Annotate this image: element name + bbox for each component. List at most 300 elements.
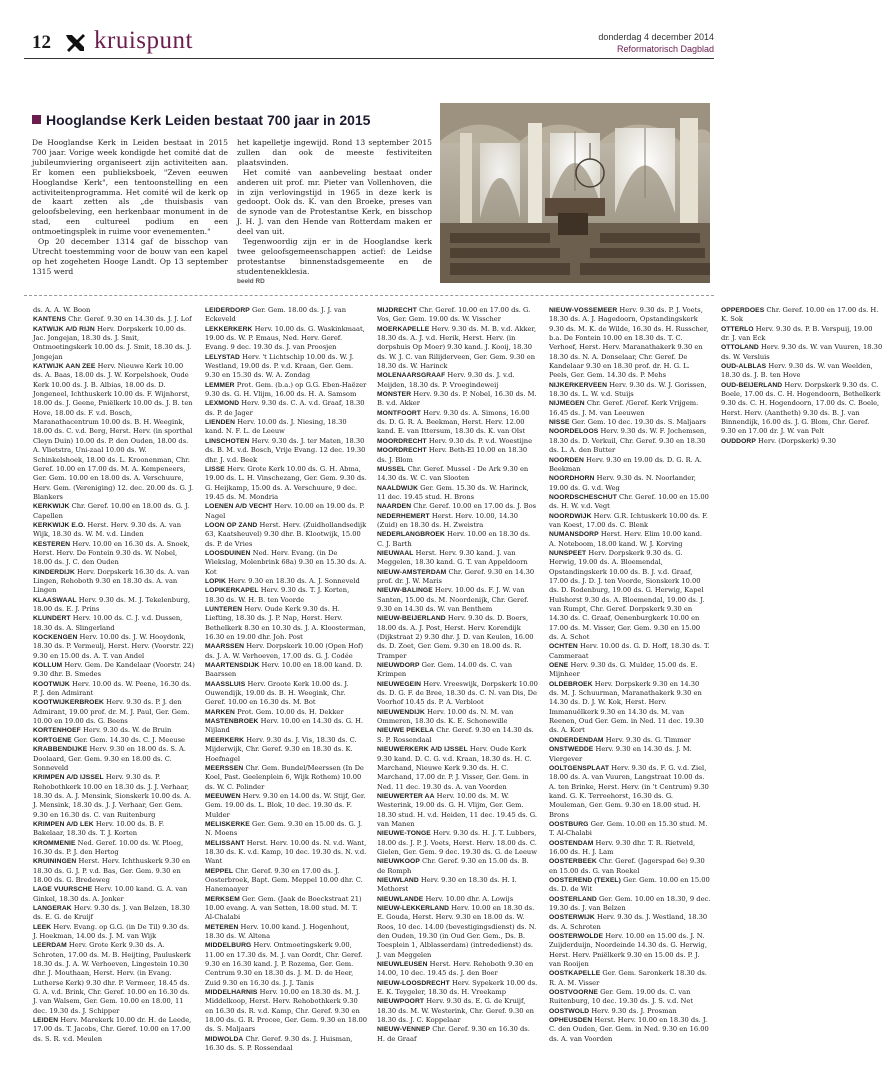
listing-details: Herv. 9.30 ds. W. de Bruin: [82, 726, 172, 735]
listing-details: Herv. Dorpskerk 9.30 ds. C. Boele, 17.00 ds. C. H. Hogendoorn, Bethelkerk 9.30 ds. C. H. Hogendoorn, 17.00 ds. C. Boele, Herst. Herv. (Aantheth) 9.30 ds. B. J. van Binnendijk, 16.00 ds. J. G. Blom, Chr. Geref. 9.30 en 17.00 dr. J. W. van Pelt: [721, 380, 881, 436]
listing-place: MIDDELHARNIS: [205, 989, 258, 997]
listing-entry: [549, 549, 711, 642]
listing-entry: [721, 362, 883, 381]
listing-place: NOORDELOOS: [549, 428, 599, 436]
listing-details: Herv. 9.30 ds. H. J. T. Lubbers, 18.00 ds. J. P. J. Voets, Herst. Herv. 18.00 ds. C. Gielen, Ger. Gem. 9 dec. 19.30 ds. G. de Leeuw: [377, 829, 537, 856]
listing-details: ds. A. A. W. Boon: [33, 306, 91, 314]
listing-place: MELISKERKE: [205, 820, 250, 828]
listing-details: Herv. 9.30 ds. J. Westland, 18.30 ds. A. Schroten: [549, 913, 708, 931]
listing-entry: [377, 895, 539, 904]
listing-place: NIEUWKOOP: [377, 858, 420, 866]
listing-place: LOOSDUINEN: [205, 549, 251, 557]
listing-entry: [721, 325, 883, 344]
listing-entry: [549, 642, 711, 661]
listing-details: Herv. Marekerk 10.00 dr. H. de Leede, 17.00 ds. T. Jacobs, Chr. Geref. 10.00 en 17.00 ds. S. R. v.d. Meulen: [33, 1016, 192, 1043]
listing-place: NAALDWIJK: [377, 484, 419, 492]
listing-place: LELYSTAD: [205, 353, 240, 361]
listing-details: Herv. 9.30 ds. W. J. Gorissen, 18.30 ds. L. W. v.d. Stuijs: [549, 380, 707, 399]
listing-entry: [205, 839, 367, 867]
listing-entry: [205, 502, 367, 521]
listing-place: KOOTWIJK: [33, 680, 70, 688]
listing-place: OTTOLAND: [721, 344, 759, 352]
listing-entry: [33, 941, 195, 1016]
listing-entry: [377, 530, 539, 549]
listing-details: Chr. Gem. Bundel/Meerssen (In De Koel, Past. Geelenplein 6, Wijk Rothem) 10.00 ds. W. C. Polinder: [205, 763, 364, 791]
listing-entry: [377, 726, 539, 745]
listing-entry: [721, 437, 883, 446]
listing-place: KRIMPEN A/D IJSSEL: [33, 774, 104, 782]
listing-place: OUD-ALBLAS: [721, 363, 767, 371]
listing-place: MEPPEL: [205, 867, 234, 875]
listing-details: Chr. Geref. 9.30 en 14.30 ds. J. J. Lof: [68, 315, 192, 324]
listing-details: Herv. 10.00 ds. F. J. W. van Santen, 15.00 ds. M. Noordenijk, Chr. Geref. 9.30 en 14.30 ds. W. van Benthem: [377, 586, 529, 613]
listing-entry: [721, 343, 883, 362]
listing-entry: [549, 399, 711, 418]
listing-place: OCHTEN: [549, 643, 578, 651]
listing-details: Herv. Grote Kerk 10.00 ds. G. H. Abma, 19.00 ds. L. H. Vinschezang, Ger. Gem. 9.30 ds. G. Heijkamp, 15.00 ds. A. Verschuure, 9 dec. 19.45 ds. M. Mondria: [205, 464, 367, 501]
listing-entry: [377, 502, 539, 511]
listing-place: NUMANSDORP: [549, 531, 599, 539]
listing-place: MIJDRECHT: [377, 307, 417, 314]
listing-place: OUDDORP: [721, 437, 756, 445]
listing-details: Herv. 10.00 dhr. A. Lowijs: [425, 894, 514, 903]
church-service-listings: [33, 306, 883, 1058]
listing-place: MEERKERK: [205, 736, 245, 744]
listing-details: Herv. Oude Kerk 9.30 ds. H. Liefting, 18.30 ds. J. P. Nap, Herst. Herv. Bethelkerk 8.30 en 10.30 ds. J. A. Kloosterman, 16.30 en 19.00 dhr. Joh. Post: [205, 605, 366, 642]
listing-entry: [377, 792, 539, 829]
listing-details: Herst. Herv. Ichthuskerk 9.30 en 18.30 ds. G. J. P. v.d. Bas, Ger. Gem. 9.30 en 18.00 ds. G. Bredeweg: [33, 857, 191, 884]
listing-place: NIEUWPOORT: [377, 998, 425, 1006]
listing-entry: [205, 661, 367, 680]
listing-entry: [205, 717, 367, 736]
listing-entry: [377, 446, 539, 465]
listing-details: Ger. Gem. 9.30 en 15.00 ds. G. J. N. Moens: [205, 819, 363, 838]
listing-details: Chr. Geref. 9.30 en 17.00 ds. J. Oosterbroek, Bapt. Gem. Meppel 10.00 dhr. C. Hanemaayer: [205, 866, 363, 894]
listing-place: OENE: [549, 662, 569, 670]
listing-place: MAASSLUIS: [205, 680, 246, 688]
listing-details: Chr. Geref. /Geref. Kerk Vrijgem. 16.45 ds. J. M. van Leeuwen: [549, 399, 699, 417]
listing-place: NIEUW-VOSSEMEER: [549, 307, 618, 314]
listing-entry: [377, 465, 539, 484]
listing-details: Chr. Geref. Mussel - De Ark 9.30 en 14.30 ds. W. C. van Slooten: [377, 464, 529, 483]
listing-place: LIENDEN: [205, 419, 236, 427]
listing-place: KORTENHOEF: [33, 727, 81, 735]
listing-place: NIEUWLAND: [377, 876, 419, 884]
listing-entry: [377, 979, 539, 998]
listing-details: Ger. Gem. 18.00 ds. J. J. van Eckeveld: [205, 306, 347, 324]
listing-details: Herv. 9.30 ds. E. G. de Kruijf, 18.30 ds. M. W. Westerink, Chr. Geref. 9.30 en 18.30 ds. J. C. Koppelaar: [377, 997, 534, 1025]
listing-details: Herv. Beth-El 10.00 en 18.30 ds. J. Blom: [377, 446, 528, 464]
listing-entry: [549, 680, 711, 736]
bullet-square-icon: [32, 115, 41, 124]
listing-details: Herv. Sypekerk 10.00 ds. E. K. Teygeler, 18.30 ds. H. Vreekamp: [377, 978, 538, 997]
listing-place: METEREN: [205, 923, 239, 931]
listing-entry: [549, 857, 711, 876]
headline-text: Hooglandse Kerk Leiden bestaat 700 jaar in 2015: [46, 112, 371, 128]
listing-details: Chr. Geref. 10.00 en 15.00 ds. H. W. v.d. Vegt: [549, 492, 709, 511]
listing-place: MONSTER: [377, 391, 412, 399]
listing-entry: [377, 614, 539, 661]
article-paragraph: het kapelletje ingewijd. Rond 13 september 2015 zullen dan ook de meeste festiviteiten plaatsvinden.: [237, 138, 432, 167]
listing-entry: [205, 708, 367, 717]
listing-details: Herv. 9.30 ds. P. J. Voets, 18.30 ds. A. J. Hagedoorn, Opstandingskerk 9.30 ds. M. K. de Wilde, 16.30 ds. H. Russcher, b.a. De Fontein 10.00 en 18.30 ds. T. C. Verhoef, Herst. Herv. Maranathakerk 9.30 en 18.30 ds. N. A. Donselaar, Chr. Geref. De Kandelaar 9.30 en 18.30 prof. dr. H. G. L. Peels, Ger. Gem. 14.30 ds. P. Mehs: [549, 306, 709, 380]
listing-entry: [549, 512, 711, 531]
listing-entry: [33, 857, 195, 885]
listing-details: Herv. 9.30 en 18.30 ds. H. I. Methorst: [377, 875, 517, 894]
issue-date: donderdag 4 december 2014: [598, 32, 714, 42]
listing-details: Chr. Geref. 10.00 en 18.00 ds. G. J. Capellen: [33, 502, 190, 520]
listing-details: Herv. Evang. op G.G. (in De Til) 9.30 ds. J. Hoekman, 14.00 ds. J. M. van Wijk: [33, 922, 190, 941]
listing-entry: [205, 353, 367, 381]
listing-details: Ger. Gem. 10.00 en 15.00 ds. D. de Wit: [549, 875, 710, 894]
photo-credit: beeld RD: [237, 277, 265, 285]
listing-details: Herv. (Dorpskerk) 9.30: [758, 436, 837, 445]
listing-place: OTTERLO: [721, 325, 754, 333]
listing-place: KANTENS: [33, 316, 67, 324]
listing-details: Herv. 9.30 ds. W. F. Jochemsen, 18.30 ds. D. Verkuil, Chr. Geref. 9.30 en 18.30 ds. L. A. den Butter: [549, 427, 707, 455]
listing-entry: [205, 867, 367, 895]
listing-place: KERKWIJK E.O.: [33, 521, 86, 529]
listing-details: Herv. 9.30 ds. G. Timmer: [605, 735, 691, 744]
listing-entry: [205, 923, 367, 942]
listing-details: Herv. 9.30 ds. P. B. Verspuij, 19.00 dr. J. van Eck: [721, 324, 873, 343]
listing-entry: [33, 325, 195, 362]
listing-entry: [549, 839, 711, 858]
listing-entry: [549, 988, 711, 1007]
listing-place: NIEUWDORP: [377, 662, 420, 670]
page-number: 12: [32, 32, 51, 53]
listing-entry: [33, 885, 195, 904]
listing-place: NOORDWIJK: [549, 512, 592, 520]
listing-details: Ger. Gem. 10.00 en 15.30 stud. M. T. Al-Chalabi: [549, 819, 708, 838]
listing-details: Herv. 10.00 en 18.30 ds. M. J. Middelkoop, Herst. Herv. Rehobothkerk 9.30 en 16.30 ds. R. v.d. Kamp, Chr. Geref. 9.30 en 18.00 ds. G. R. Procee, Ger. Gem. 9.30 en 18.00 ds. S. Maljaars: [205, 988, 367, 1034]
listing-place: LANGERAK: [33, 905, 72, 912]
listing-place: OUD-BEIJERLAND: [721, 381, 783, 389]
listing-details: Herv. 9.30 ds. J. Vis, 18.30 ds. C. Mijderwijk, Chr. Geref. 9.30 en 18.30 ds. K. Hoefnagel: [205, 735, 357, 763]
listing-place: NEDERLANGBROEK: [377, 531, 445, 539]
listing-entry: [205, 792, 367, 820]
listing-entry: [377, 829, 539, 857]
listing-entry: [377, 390, 539, 409]
listing-details: Herst. Herv. (Zuidhollandsedijk 63, Kaatsheuvel) 9.30 dhr. B. Klootwijk, 15.00 ds. P. de Vries: [205, 520, 367, 548]
listing-place: OOLTGENSPLAAT: [549, 764, 610, 772]
listing-details: Herv. 9.30 ds. T. J. Korten, 18.30 ds. W. H. B. ten Voorde: [205, 586, 350, 604]
listing-entry: [549, 456, 711, 475]
listing-entry: [377, 568, 539, 587]
listing-details: Herv. 10.00 en 18.00 kand. D. Baarssen: [205, 661, 363, 679]
listing-place: NAARDEN: [377, 503, 412, 511]
listing-details: Herv. 9.30 en 14.00 ds. W. Stijf, Ger. Gem. 19.00 ds. L. Blok, 10 dec. 19.30 ds. F. Mulder: [205, 791, 366, 819]
listing-entry: [205, 642, 367, 661]
listing-details: Herv. 9.30 ds. W. van Vuuren, 18.30 ds. W. Versluis: [721, 343, 883, 361]
listing-place: KROMMENIE: [33, 839, 76, 847]
listing-details: Ger. Gem. 14.00 ds. C. van Krimpen: [377, 661, 512, 679]
listing-details: Chr. Geref. 10.00 en 17.00 ds. G. Vos, Ger. Gem. 19.00 ds. W. Visscher: [377, 306, 531, 324]
listing-entry: [549, 1016, 711, 1044]
listing-place: KRABBENDIJKE: [33, 746, 88, 754]
listing-entry: [377, 1025, 539, 1044]
listing-entry: [549, 969, 711, 988]
listing-entry: [33, 680, 195, 699]
listing-details: Chr. Geref. 9.30 en 14.30 ds. S. P. Rossendaal: [377, 726, 534, 744]
listing-details: Herv. Dorpskerk 16.30 ds. A. van Lingen, Rehoboth 9.30 en 18.30 ds. A. van Lingen: [33, 567, 190, 595]
article-paragraph: Tegenwoordig zijn er in de Hooglandse kerk twee geloofsgemeenschappen actief: de Leidse protestantse binnenstadsgemeente en de studentenekklesia.: [237, 237, 432, 276]
listing-place: MOORDRECHT: [377, 447, 427, 455]
section-name: kruispunt: [94, 27, 193, 54]
listing-entry: [33, 839, 195, 858]
listing-place: LOPIK: [205, 577, 226, 585]
listing-details: Prot. Gem. 10.00 ds. H. Dekker: [237, 707, 344, 716]
listing-place: OOSTBURG: [549, 820, 589, 828]
listing-details: Herv. 10.00 en 18.30 ds. C. J. Barth: [377, 530, 531, 548]
listing-place: KLUNDERT: [33, 615, 71, 623]
listing-entry: [377, 325, 539, 372]
listing-details: Ger. Gem. 15.30 ds. W. Harinck, 11 dec. 19.45 stud. H. Brons: [377, 483, 529, 501]
listing-place: OOSTERLAND: [549, 895, 597, 903]
listing-details: Herv. 9.30 ds. F. G. v.d. Ziel, 18.00 ds. A. van Vuuren, Langstraat 10.00 ds. A. ten Brinke, Herst. Herv. (in 't Centrum) 9.30 kand. G. K. Terreehorst, 16.30 ds. G. Mouleman, Ger. Gem. 9.30 en 18.00 stud. H. Brons: [549, 763, 709, 819]
listing-entry: [721, 381, 883, 437]
listing-details: Herv. 10.00 ds. G. D. Hoff, 18.30 ds. T. Cammeraat: [549, 642, 710, 660]
listing-entry: [377, 371, 539, 390]
listing-place: ONDERDENDAM: [549, 736, 604, 744]
listing-entry: [33, 736, 195, 745]
listing-place: NIEUWEGEIN: [377, 680, 422, 688]
listing-details: Herv. 9.30 ds. P. v.d. Woestijne: [428, 436, 533, 445]
listing-entry: [549, 745, 711, 764]
listing-details: Ger. Gem. Saronkerk 18.30 ds. R. A. M. Visser: [549, 969, 707, 987]
listing-place: MAARTENSDIJK: [205, 662, 260, 670]
article-paragraph: De Hooglandse Kerk in Leiden bestaat in 2015 700 jaar. Vorige week kondigde het comité dat de jubileumviering organiseert zijn activiteiten aan. Er komen een publieksboek, "Zeven eeuwen Hooglandse Kerk", een tentoonstelling en een activiteitenprogramma. Het comité wil de kerk op de kaart zetten als „de thuisbasis van geloofsbeleving, een herkenbaar monument in de stad, een cultureel podium en een ontmoetingsplek in ruime voor evenementen.": [32, 138, 228, 237]
listing-details: Herst. Herv. 9.30 ds. A. van Wijk, 18.30 ds. W. M. v.d. Linden: [33, 520, 182, 539]
listing-details: Herv. 10.00 en 16.30 ds. A. Snoek, Herst. Herv. De Fontein 9.30 ds. W. Nobel, 18.00 ds. J. C. den Ouden: [33, 539, 190, 567]
listing-entry: [549, 932, 711, 969]
listing-details: Herv. 9.30 ds. J. Prosman: [591, 1006, 677, 1015]
masthead-meta: [598, 31, 714, 55]
listing-place: LEIDERDORP: [205, 307, 250, 314]
listing-place: NIEUW-AMSTERDAM: [377, 568, 447, 576]
listing-details: Herst. Herv. Elim 10.00 kand. A. Noteboom, 18.00 kand. W. J. Korving: [549, 530, 703, 548]
listing-place: LEMMER: [205, 381, 235, 389]
listing-place: KATWIJK AAN ZEE: [33, 363, 96, 371]
listing-details: Herv. 9.30 ds. J. van Belzen, 18.30 ds. E. G. de Kruijf: [33, 904, 190, 922]
listing-details: Chr. Geref. 9.30 en 16.30 ds. H. de Graaf: [377, 1025, 530, 1043]
listing-details: Herv. 9.30 en 18.30 ds. A. J. Sonneveld: [228, 576, 360, 585]
listing-entry: [549, 1007, 711, 1016]
listing-entry: [377, 409, 539, 437]
listing-place: KATWIJK A/D RIJN: [33, 325, 95, 333]
listing-place: OOSTWOLD: [549, 1007, 590, 1015]
listing-place: LINSCHOTEN: [205, 437, 250, 445]
listing-place: KLAASWAAL: [33, 596, 77, 604]
listing-details: Herv. 9.30 ds. J. v.d. Meijden, 18.30 ds. P. Vroegindeweij: [377, 371, 515, 389]
listing-place: MEERSSEN: [205, 764, 244, 772]
listing-entry: [205, 586, 367, 605]
listing-entry: [377, 857, 539, 876]
listing-details: Herv. Dorpskerk 9.30 ds. G. Herwig, 19.00 ds. A. Bloemendal, Opstandingskerk 10.00 ds. B. J. v.d. Graaf, 17.00 ds. J. D. J. ten Voorde, Sionskerk 10.00 ds. D. Rodenburg, 19.00 ds. G. Herwig, Kapel Hulshorst 9.30 ds. A. Bloemendal, 19.00 ds. J. van Rumpt, Chr. Geref. Dorpskerk 9.30 en 14.30 ds. C. Graaf, Oenenburgkerk 10.00 en 17.00 ds. M. Visser, Ger. Gem. 9.30 en 15.00 ds. A. Schot: [549, 548, 705, 642]
listing-details: Herv. 9.30 ds. J. ter Maten, 18.30 ds. B. M. v.d. Bosch, Vrije Evang. 12 dec. 19.30 dhr. J. v.d. Beek: [205, 436, 366, 464]
listing-entry: [205, 820, 367, 839]
listing-details: Herv. 10.00 en 15.00 ds. J. N. Zuijderduijn, Noordeinde 14.30 ds. G. Herwig, Herst. Herv. Pniëlkerk 9.30 en 15.00 ds. P. J. van Rooijen: [549, 932, 707, 969]
listing-place: MELISSANT: [205, 839, 245, 847]
listing-entry: [549, 895, 711, 914]
listing-details: Chr. Geref. 9.30 ds. J. Huisman, 16.30 ds. S. P. Rossendaal: [205, 1034, 353, 1053]
listing-place: OOSTERBEEK: [549, 858, 597, 866]
listing-details: Herv. 9.30 ds. P. Nobel, 16.30 ds. M. B. v.d. Akker: [377, 390, 537, 408]
listing-place: MONTFOORT: [377, 409, 421, 417]
listing-entry: [377, 960, 539, 979]
listing-place: MIDDELBURG: [205, 942, 252, 950]
listing-entry: [377, 306, 539, 325]
listing-details: Ger. Gem. (Jaak de Boeckstraat 21) 10.00 evang. A. van Setten, 18.00 stud. M. T. Al-Chalabi: [205, 894, 362, 922]
listing-details: Herv. 9.30 ds. D. Boers, 18.00 ds. A. J. Post, Herst. Herv. Korendijk (Dijkstraat 2) 9.30 dhr. J. D. van Keulen, 16.00 ds. D. Zoet, Ger. Gem. 9.30 en 18.00 ds. R. Tramper: [377, 614, 534, 660]
listing-entry: [377, 484, 539, 503]
listing-place: NOORDEN: [549, 456, 584, 464]
listing-place: NIEUWE PEKELA: [377, 727, 435, 735]
section-divider: [24, 295, 714, 296]
listing-entry: [377, 586, 539, 614]
listing-entry: [33, 726, 195, 735]
listing-details: Herv. Dorpskerk 10.00 (Open Hof) ds. J. A. W. Verhoeven, 17.00 ds. G. J. Codée: [205, 642, 364, 660]
listing-details: Ger. Gem. 19.00 ds. C. van Ruitenburg, 10 dec. 19.30 ds. J. S. v.d. Net: [549, 988, 694, 1006]
listing-place: MERKSEM: [205, 895, 240, 903]
listing-entry: [205, 680, 367, 708]
article-column-2: [237, 138, 432, 285]
listing-entry: [549, 530, 711, 549]
masthead: [24, 24, 714, 59]
listing-place: LUNTEREN: [205, 606, 243, 613]
listing-place: NIEUWAAL: [377, 549, 414, 557]
listing-details: Herv. Dorpskerk 9.30 en 14.30 ds. M. J. Schuurman, Maranathakerk 9.30 en 14.30 ds. D. J. W. Kok, Herst. Herv. Immanuëlkerk 9.30 en 14.30 ds. M. van Reenen, Oud Ger. Gem. in Ned. 11 dec. 19.30 ds. A. Kort: [549, 679, 704, 735]
listing-entry: [205, 764, 367, 792]
listing-entry: [33, 540, 195, 568]
listing-details: Ger. Gem. 10 dec. 19.30 ds. S. Maljaars: [571, 418, 706, 427]
listing-details: Herv. 10.00 ds. M. W. Westerink, 19.00 ds. G. H. Vlijm, Ger. Gem. 18.30 stud. H. v.d. Heiden, 11 dec. 19.45 ds. G. van Manen: [377, 791, 538, 828]
listing-place: NEDERHEMERT: [377, 512, 430, 520]
listing-place: LEERDAM: [33, 942, 67, 950]
listing-details: Herv. 10.00 ds. W. Peene, 16.30 ds. P. J. den Admirant: [33, 679, 192, 698]
listing-place: NIEUW-LEKKERLAND: [377, 905, 450, 912]
listing-entry: [377, 512, 539, 531]
listing-entry: [33, 633, 195, 661]
listing-place: NIJMEGEN: [549, 400, 585, 408]
listing-entry: [33, 568, 195, 596]
listing-entry: [377, 661, 539, 680]
listing-place: KESTEREN: [33, 540, 71, 548]
listing-entry: [549, 493, 711, 512]
listing-place: NIEUWERKERK A/D IJSSEL: [377, 746, 468, 754]
listing-place: KRUININGEN: [33, 858, 77, 866]
listing-entry: [205, 988, 367, 1035]
paper-name: Reformatorisch Dagblad: [616, 44, 714, 54]
listing-place: KORTGENE: [33, 736, 72, 744]
listing-details: Herv. Vreeswijk, Dorpskerk 10.00 ds. D. G. F. de Bree, 18.30 ds. C. N. van Dis, De Voorhof 10.45 ds. P. A. Verbloot: [377, 679, 538, 707]
listing-entry: [549, 736, 711, 745]
listing-entry: [33, 315, 195, 324]
listing-entry: [33, 904, 195, 923]
listing-entry: [205, 605, 367, 642]
listing-details: Herv. 9.30 dhr. T. R. Rietveld, 16.00 ds. H. J. Lam: [549, 838, 696, 856]
listing-entry: [33, 596, 195, 615]
listing-place: LOENEN A/D VECHT: [205, 503, 273, 511]
listing-details: Herv. 10.00 ds. G. Waskinkmaat, 19.00 ds. W. P. Emaus, Ned. Herv. Geref. Evang. 9 dec. 19.30 ds. J. van Proosjen: [205, 324, 365, 352]
article-paragraph: Op 20 december 1314 gaf de bisschop van Utrecht toestemming voor de bouw van een kapel op het zogeheten Hooge Landt. Op 13 september 1315 werd: [32, 237, 228, 276]
listing-entry: [377, 680, 539, 708]
listing-entry: [33, 745, 195, 773]
listing-entry: [205, 1035, 367, 1054]
listing-place: MOERKAPELLE: [377, 325, 430, 333]
listing-place: KERKWIJK: [33, 503, 70, 511]
listing-place: LEEK: [33, 923, 52, 931]
listing-entry: [377, 708, 539, 727]
listing-place: NIJKERKERVEEN: [549, 381, 608, 389]
listing-entry: [549, 661, 711, 680]
listing-details: Herv. 10.00 kand. G. A. van Ginkel, 18.30 ds. A. Jonker: [33, 885, 188, 903]
listing-details: Herv. 9.30 ds. W. van Weelden, 18.30 ds. J. B. ten Hove: [721, 362, 873, 380]
listing-place: LOPIKERKAPEL: [205, 587, 259, 595]
listing-entry: [549, 418, 711, 427]
listing-place: MASTENBROEK: [205, 718, 259, 726]
listing-place: OOSTEREND (TEXEL): [549, 876, 621, 884]
listing-place: NOORDSCHESCHUT: [549, 493, 617, 501]
listing-place: ONSTWEDDE: [549, 746, 594, 754]
listing-place: NIEUW-LOOSDRECHT: [377, 979, 450, 987]
listing-entry: [33, 923, 195, 942]
listing-place: OLDEBROEK: [549, 680, 593, 688]
article-column-1: [32, 138, 228, 277]
listing-place: NIEUWERTER AA: [377, 792, 435, 800]
listing-entry: [377, 437, 539, 446]
listing-details: Chr. Geref. (Jagerspad 6e) 9.30 en 15.00 ds. G. van Roekel: [549, 857, 705, 875]
listing-entry: [205, 521, 367, 549]
listing-place: KOLLUM: [33, 662, 63, 670]
listing-entry: [549, 474, 711, 493]
listing-details: Herv. 9.30 en 18.00 ds. S. A. Doolaard, Ger. Gem. 9.30 en 18.00 ds. C. Sonneveld: [33, 745, 186, 772]
listing-entry: [205, 381, 367, 400]
listing-place: LAGE VUURSCHE: [33, 886, 93, 894]
listing-entry: [377, 549, 539, 568]
listing-details: Herst. Herv. 10.00 en 18.30 ds. J. C. den Ouden, Ger. Gem. in Ned. 9.30 en 16.00 ds. A. van Voorden: [549, 1016, 709, 1043]
listing-place: OOSTENDAM: [549, 839, 594, 847]
listing-place: LOON OP ZAND: [205, 521, 258, 529]
listing-entry: [721, 306, 883, 325]
listing-details: Herv. 9.30 en 19.00 ds. D. G. R. A. Beekman: [549, 455, 702, 473]
listing-entry: [33, 521, 195, 540]
listing-place: KOCKENGEN: [33, 634, 78, 642]
listing-place: KINDERDIJK: [33, 568, 75, 576]
listing-entry: [205, 399, 367, 418]
listing-entry: [377, 745, 539, 792]
listing-entry: [205, 736, 367, 764]
listing-details: Chr. Geref. 9.30 en 15.00 ds. B. de Romph: [377, 857, 529, 875]
listing-place: MUSSEL: [377, 465, 406, 473]
listing-place: OOSTERWIJK: [549, 914, 595, 922]
listing-details: Herv. Grote Kerk 9.30 ds. A. Schroten, 17.00 ds. M. B. Heijting, Pauluskerk 18.30 ds. J. A. W. Verhoeven, Lingestein 10.30 dhr. J. Mouthaan, Herst. Herv. (in Evang. Lutherse Kerk) 9.30 dhr. P. Vermeer, 18.45 ds. G. A. v.d. Brink, Chr. Geref. 10.00 en 16.30 ds. J. van Walsem, Ger. Gem. 10.00 en 18.00, 11 dec. 19.30 ds. J. Schipper: [33, 941, 191, 1015]
listing-place: OOSTVOORNE: [549, 989, 598, 997]
listing-place: NIEUWE-TONGE: [377, 830, 431, 838]
listing-entry: [33, 820, 195, 839]
listing-place: MAARSSEN: [205, 643, 245, 651]
listing-entry: [33, 306, 195, 315]
listing-place: LEKKERKERK: [205, 325, 253, 333]
listing-entry: [33, 362, 195, 502]
listing-place: NIEUWLEUSEN: [377, 961, 428, 969]
listing-details: Herv. 9.30 ds. C. A. v.d. Graaf, 18.30 ds. P. de Jager: [205, 399, 365, 417]
listing-place: NUNSPEET: [549, 549, 587, 557]
listing-entry: [33, 661, 195, 680]
plane-icon: [64, 31, 86, 53]
listing-details: Herv. Ontmoetingskerk 9.00, 11.00 en 17.30 ds. M. J. van Oordt, Chr. Geref. 9.30 en 16.30 kand. J. P. Rozema, Ger. Gem. Centrum 9.30 en 18.30 ds. J. M. D. de Heer, Zuid 9.30 en 16.30 ds. J. J. Tanis: [205, 941, 363, 987]
listing-details: Herv. 10.00 en 19.00 ds. P. Nagel: [205, 502, 365, 520]
